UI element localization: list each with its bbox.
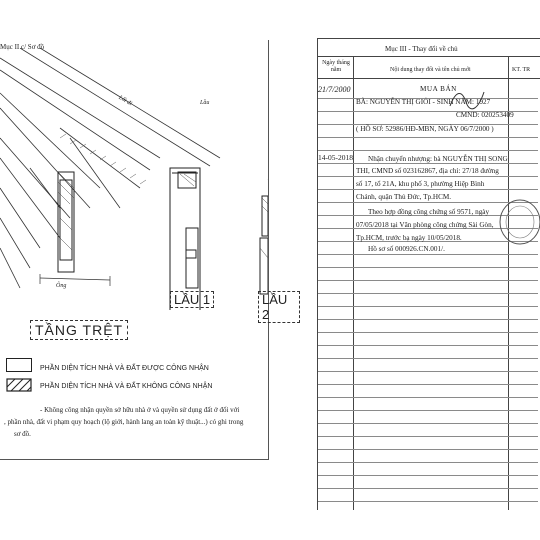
entry2-line-5: Theo hợp đồng công chứng số 9571, ngày (368, 208, 490, 216)
entry1-line-2: BÀ: NGUYỄN THỊ GIỎI - SINH NĂM: 1927 (356, 98, 491, 106)
entry1-line-1: MUA BÁN (420, 85, 457, 93)
right-table-border-left (317, 38, 318, 510)
right-page (300, 0, 540, 540)
left-page-bottom-border (0, 459, 269, 460)
column-header-content: Nội dung thay đổi và tên chủ mới (390, 67, 471, 73)
entry2-date: 14-05-2018 (318, 153, 353, 162)
small-label-2: Lầu (200, 100, 210, 106)
entry1-date: 21/7/2000 (318, 85, 351, 94)
site-plan-drawing (0, 48, 268, 310)
right-table-border-top (317, 38, 540, 39)
note-line-3: sơ đồ. (14, 430, 31, 438)
note-line-1: - Không công nhận quyền sở hữu nhà ở và quyền sử dụng đất ở đối với (40, 406, 240, 414)
official-stamp (496, 196, 540, 246)
right-header: Mục III - Thay đổi về chủ (385, 45, 458, 53)
column-header-date: Ngày tháng năm (322, 60, 350, 73)
entry2-line-8: Hồ sơ số 000926.CN.001/. (368, 245, 445, 253)
small-label-1: Ông (56, 283, 67, 289)
street-label: Lối đi (117, 94, 133, 108)
left-page-border (268, 40, 269, 460)
note-line-2: , phần nhà, đất vi phạm quy hoạch (lộ giới, hành lang an toàn kỹ thuật...) có ghi trong (4, 418, 244, 426)
column-header-sign: KT. TR (512, 67, 531, 73)
legend-text-not-recognized: PHẦN DIỆN TÍCH NHÀ VÀ ĐẤT KHÔNG CÔNG NHẬN (40, 383, 213, 390)
floor-label-2: LẦU 2 (258, 291, 300, 323)
signature-mark (448, 86, 488, 116)
legend-swatch-not-recognized (6, 378, 32, 392)
floor-label-ground: TẦNG TRỆT (30, 320, 128, 340)
entry2-line-6: 07/05/2018 tại Văn phòng công chứng Sài Gòn, (356, 221, 494, 229)
entry2-line-1: Nhận chuyển nhượng: bà NGUYỄN THỊ SONG (368, 155, 508, 163)
right-table-header-divider (317, 56, 540, 57)
entry1-line-3: CMND: 020253409 (456, 111, 514, 119)
entry2-line-3: số 17, tổ 21A, khu phố 3, phường Hiệp Bình (356, 180, 485, 188)
legend-text-recognized: PHẦN DIỆN TÍCH NHÀ VÀ ĐẤT ĐƯỢC CÔNG NHẬN (40, 365, 209, 372)
left-header: Mục II c/ Sơ đồ (0, 43, 45, 51)
entry2-line-4: Chánh, quận Thủ Đức, Tp.HCM. (356, 193, 452, 201)
right-table-header-bottom (317, 78, 540, 79)
entry2-line-7: Tp.HCM, trước bạ ngày 10/05/2018. (356, 234, 462, 242)
floor-label-1: LẦU 1 (170, 291, 214, 308)
entry2-line-2: THI, CMND số 023162867, địa chỉ: 27/18 đường (356, 167, 499, 175)
legend-swatch-recognized (6, 358, 32, 372)
entry1-line-4: ( HỒ SƠ: 52986/HĐ-MBN, NGÀY 06/7/2000 ) (356, 125, 494, 133)
